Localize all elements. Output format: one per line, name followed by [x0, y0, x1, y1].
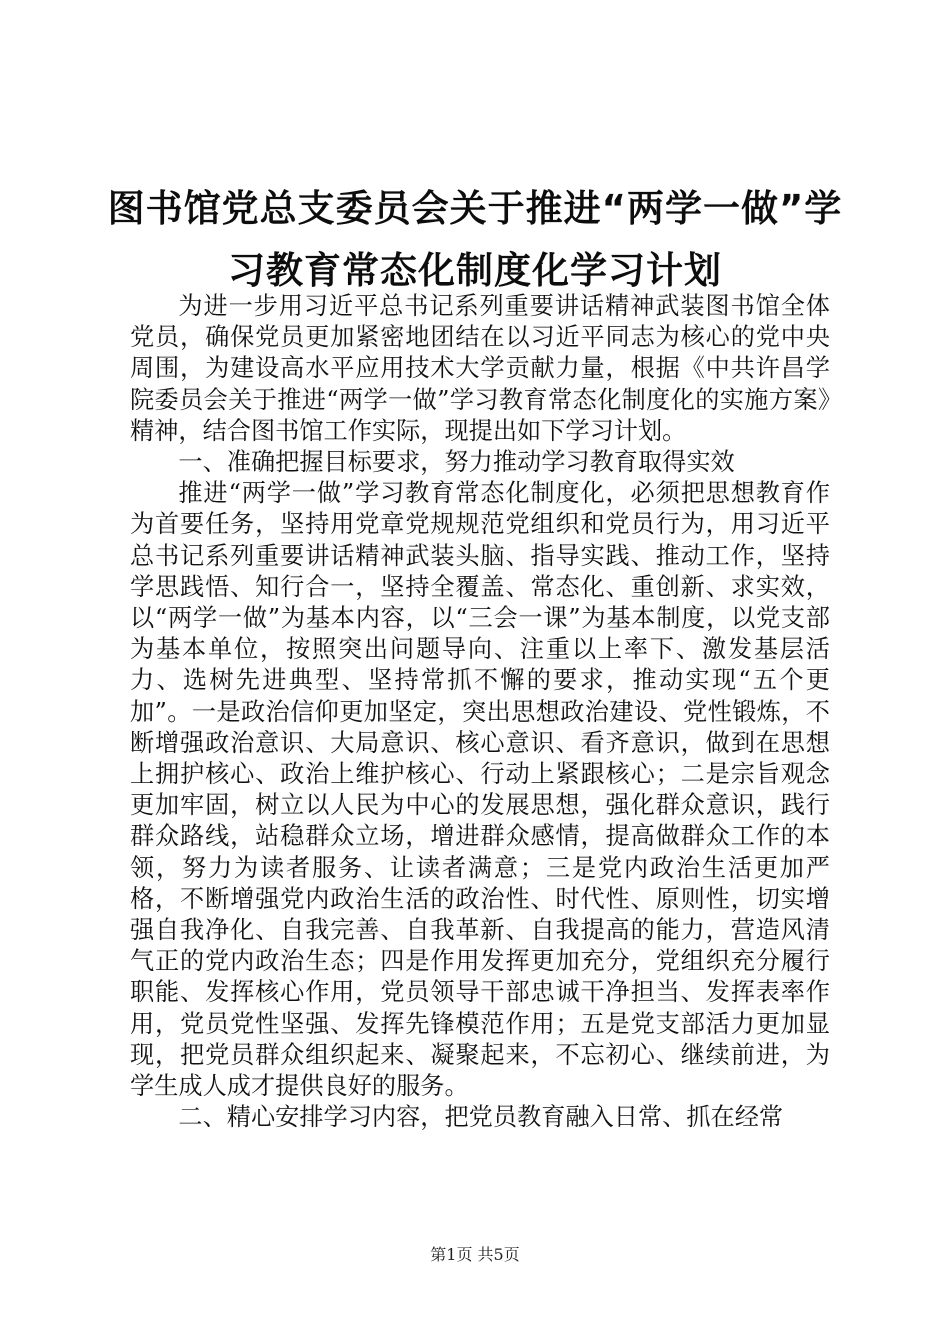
document-title: 图书馆党总支委员会关于推进“两学一做”学习教育常态化制度化学习计划: [107, 187, 843, 292]
document-body: [130, 291, 830, 1133]
section-1-paragraph: 推进“两学一做”学习教育常态化制度化，必须把思想教育作为首要任务，坚持用党章党规规范党组织和党员行为，用习近平总书记系列重要讲话精神武装头脑、指导实践、推动工作，坚持学思践悟、知行合一，坚持全覆盖、常态化、重创新、求实效，以“两学一做”为基本内容，以“三会一课”为基本制度，以党支部为基本单位，按照突出问题导向、注重以上率下、激发基层活力、选树先进典型、坚持常抓不懈的要求，推动实现“五个更加”。一是政治信仰更加坚定，突出思想政治建设、党性锻炼，不断增强政治意识、大局意识、核心意识、看齐意识，做到在思想上拥护核心、政治上维护核心、行动上紧跟核心；二是宗旨观念更加牢固，树立以人民为中心的发展思想，强化群众意识，践行群众路线，站稳群众立场，增进群众感情，提高做群众工作的本领，努力为读者服务、让读者满意；三是党内政治生活更加严格，不断增强党内政治生活的政治性、时代性、原则性，切实增强自我净化、自我完善、自我革新、自我提高的能力，营造风清气正的党内政治生态；四是作用发挥更加充分，党组织充分履行职能、发挥核心作用，党员领导干部忠诚干净担当、发挥表率作用，党员党性坚强、发挥先锋模范作用；五是党支部活力更加显现，把党员群众组织起来、凝聚起来，不忘初心、继续前进，为学生成人成才提供良好的服务。: [130, 479, 830, 1101]
intro-paragraph: 为进一步用习近平总书记系列重要讲话精神武装图书馆全体党员，确保党员更加紧密地团结在以习近平同志为核心的党中央周围，为建设高水平应用技术大学贡献力量，根据《中共许昌学院委员会关于推进“两学一做”学习教育常态化制度化的实施方案》精神，结合图书馆工作实际，现提出如下学习计划。: [130, 292, 830, 445]
page-number-footer: 第1页 共5页: [430, 1245, 520, 1264]
section-heading-2: 二、精心安排学习内容，把党员教育融入日常、抓在经常: [178, 1103, 784, 1132]
section-heading-1: 一、准确把握目标要求，努力推动学习教育取得实效: [178, 448, 735, 477]
